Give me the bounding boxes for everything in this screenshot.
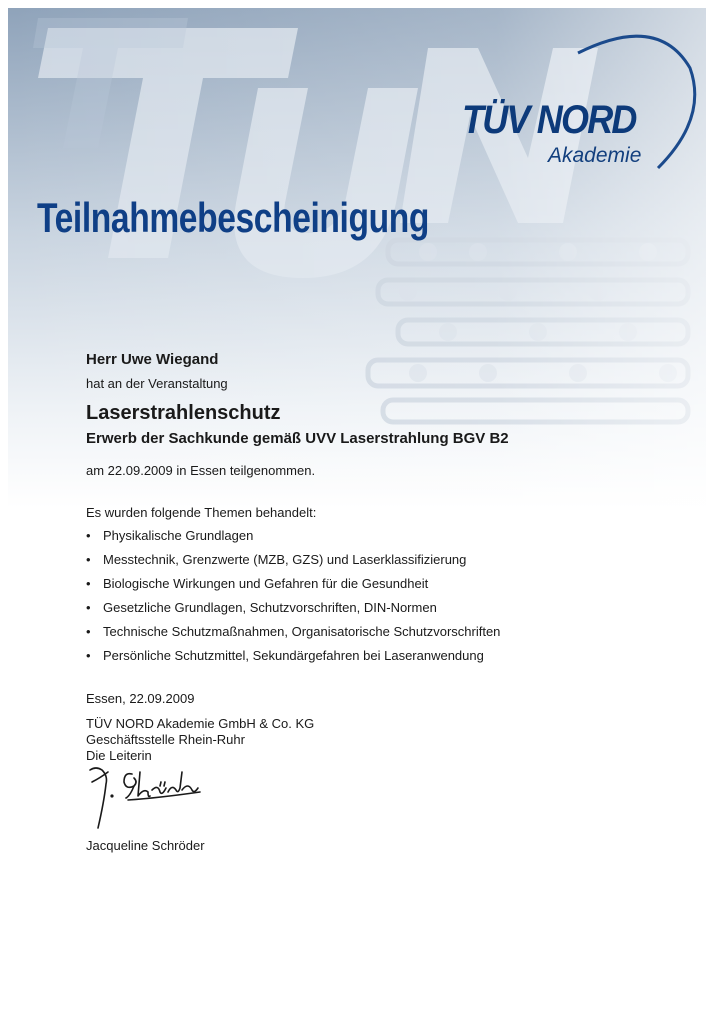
bullet-icon: • [86,576,91,591]
intro-text: hat an der Veranstaltung [86,376,228,391]
list-item [86,599,500,623]
topic-text: Persönliche Schutzmittel, Sekundärgefahren bei Laseranwendung [103,648,484,663]
topic-text: Physikalische Grundlagen [103,528,254,543]
signatory-role: Die Leiterin [86,748,152,763]
logo-wordmark: TÜV NORD [462,98,636,142]
topics-list [86,527,500,671]
place-date: Essen, 22.09.2009 [86,691,195,706]
handwritten-signature [88,762,208,834]
recipient-name: Herr Uwe Wiegand [86,351,219,368]
list-item [86,527,500,551]
logo-subtitle: Akademie [548,144,642,167]
list-item [86,551,500,575]
bullet-icon: • [86,600,91,615]
course-title: Laserstrahlenschutz [86,402,281,424]
branch-name: Geschäftsstelle Rhein-Ruhr [86,732,245,747]
organization-name: TÜV NORD Akademie GmbH & Co. KG [86,716,315,731]
course-subtitle: Erwerb der Sachkunde gemäß UVV Laserstrahlung BGV B2 [86,430,509,447]
list-item [86,575,500,599]
signatory-name: Jacqueline Schröder [86,838,205,853]
attendance-text: am 22.09.2009 in Essen teilgenommen. [86,463,316,478]
topic-text: Technische Schutzmaßnahmen, Organisatorische Schutzvorschriften [103,624,501,639]
list-item [86,647,500,671]
list-item [86,623,500,647]
topics-intro: Es wurden folgende Themen behandelt: [86,505,317,520]
bullet-icon: • [86,624,91,639]
bullet-icon: • [86,552,91,567]
topic-text: Biologische Wirkungen und Gefahren für die Gesundheit [103,576,429,591]
document-title: Teilnahmebescheinigung [37,194,429,241]
topic-text: Gesetzliche Grundlagen, Schutzvorschriften, DIN-Normen [103,600,437,615]
bullet-icon: • [86,528,91,543]
topic-text: Messtechnik, Grenzwerte (MZB, GZS) und Laserklassifizierung [103,552,467,567]
bullet-icon: • [86,648,91,663]
